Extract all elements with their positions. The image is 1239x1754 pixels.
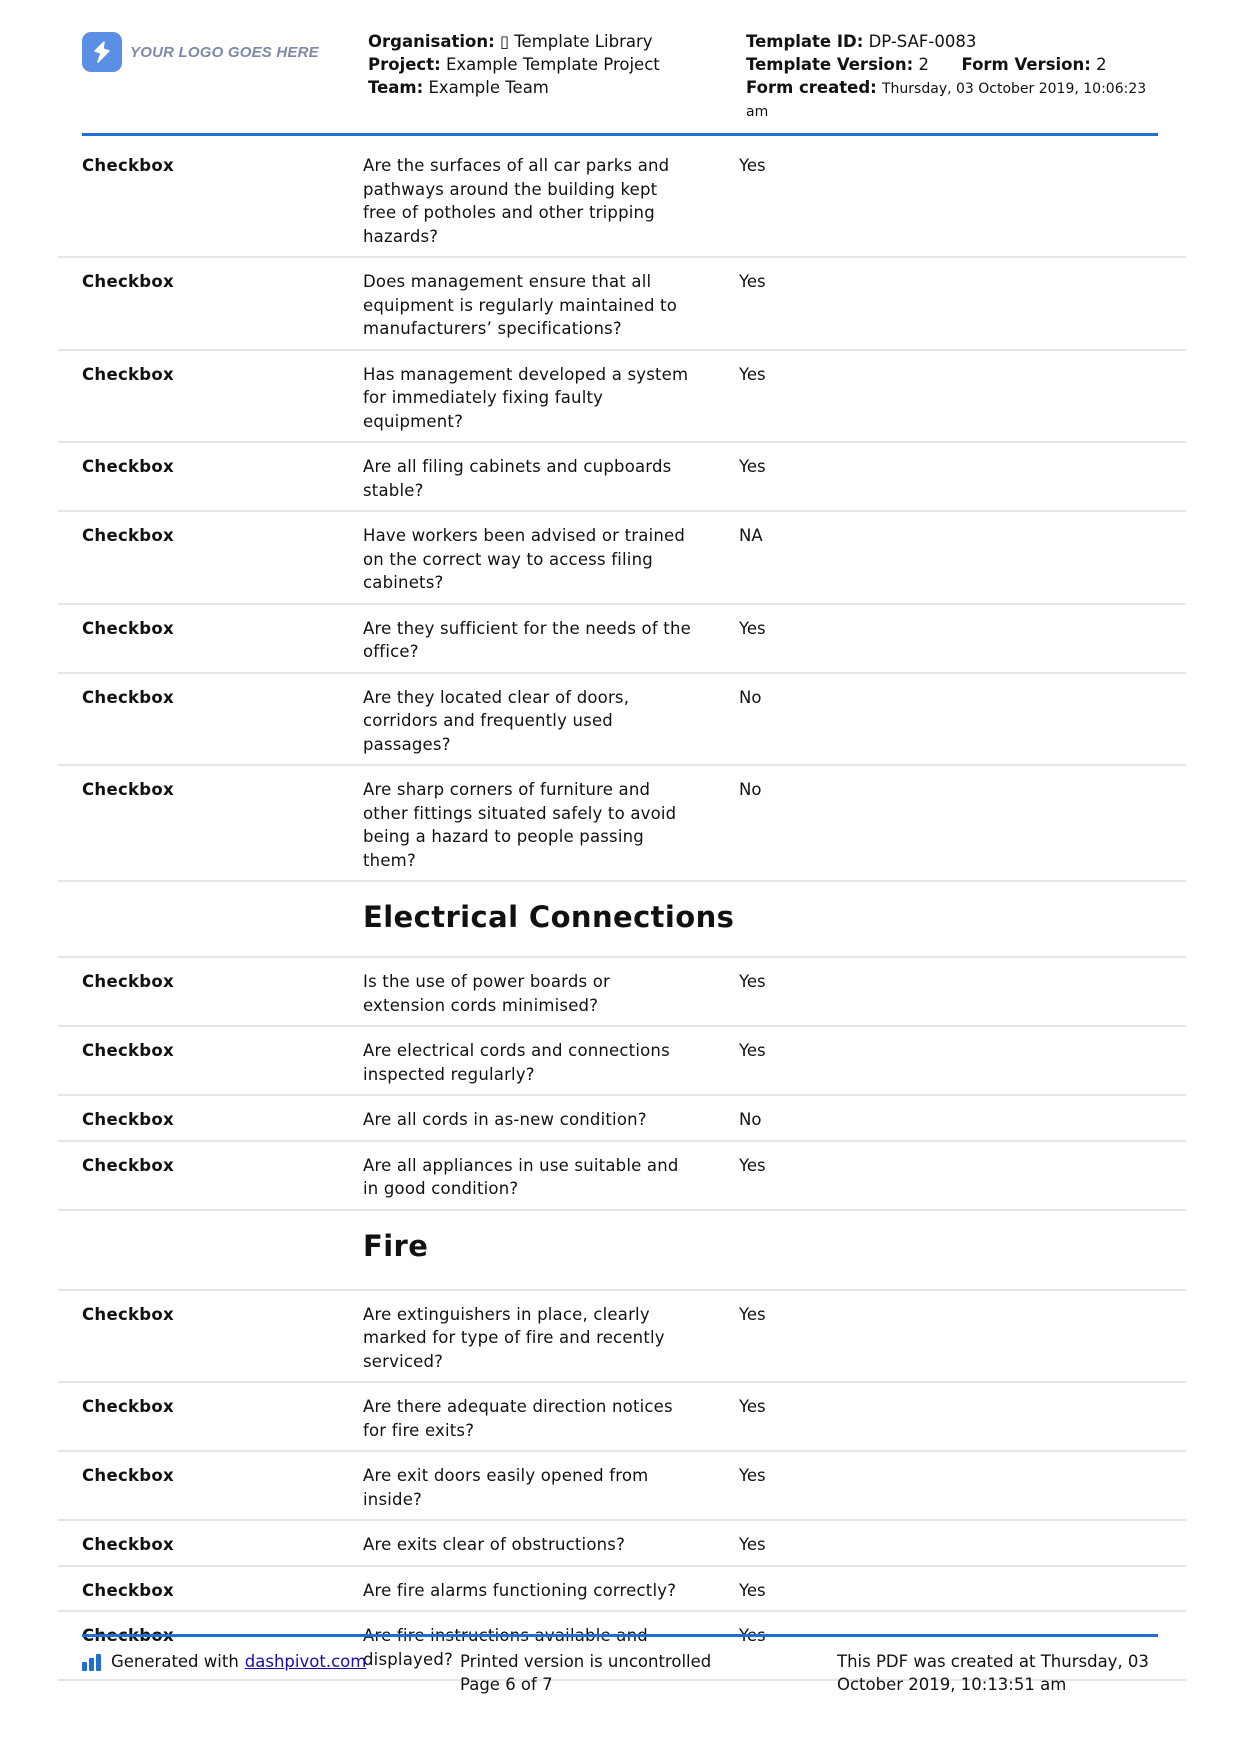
uncontrolled-text: Printed version is uncontrolled	[460, 1652, 712, 1671]
question-text: Are they located clear of doors, corridors and frequently used passages?	[363, 687, 630, 754]
dashpivot-link[interactable]: dashpivot.com	[244, 1652, 367, 1671]
project-value: Example Template Project	[445, 55, 660, 74]
field-type-label: Checkbox	[82, 1535, 174, 1554]
generated-with	[82, 1650, 366, 1673]
team-value: Example Team	[428, 78, 549, 97]
project-label: Project:	[368, 55, 441, 74]
question-text: Are they sufficient for the needs of the office?	[363, 618, 691, 661]
question-text: Have workers been advised or trained on the correct way to access filing cabinets?	[363, 526, 686, 592]
field-type-label: Checkbox	[82, 618, 174, 638]
field-type-label: Checkbox	[82, 1110, 174, 1129]
field-type-label: Checkbox	[82, 972, 174, 991]
question-text: Are there adequate direction notices for fire exits?	[363, 1397, 673, 1440]
table-row	[58, 605, 1186, 674]
question-text: Has management developed a system for immediately fixing faulty equipment?	[363, 364, 689, 431]
question-text: Are exits clear of obstructions?	[363, 1535, 626, 1554]
answer-value: NA	[739, 526, 763, 545]
question-text: Is the use of power boards or extension cords minimised?	[363, 972, 611, 1015]
form-created-label: Form created:	[746, 78, 877, 97]
question-text: Are all appliances in use suitable and in good condition?	[363, 1155, 679, 1198]
answer-value: Yes	[739, 1466, 766, 1485]
answer-value: Yes	[739, 272, 766, 291]
field-type-label: Checkbox	[82, 1041, 174, 1060]
question-text: Are all cords in as-new condition?	[363, 1110, 647, 1129]
form-created-value: Thursday, 03 October 2019, 10:06:23	[882, 81, 1147, 97]
bar-chart-icon	[82, 1653, 103, 1671]
organisation-value: ▯ Template Library	[499, 32, 653, 51]
field-type-label: Checkbox	[82, 1304, 174, 1324]
form-version-value: 2	[1096, 55, 1107, 74]
field-type-label: Checkbox	[82, 364, 174, 384]
table-row	[58, 958, 1186, 1027]
answer-value: Yes	[739, 1041, 766, 1060]
answer-value: No	[739, 687, 762, 707]
answer-value: Yes	[739, 972, 766, 991]
answer-value: Yes	[739, 1535, 766, 1554]
question-text: Are fire alarms functioning correctly?	[363, 1580, 677, 1600]
question-text: Are all filing cabinets and cupboards stable?	[363, 457, 672, 500]
form-created-suffix: am	[746, 104, 769, 120]
footer-divider	[82, 1634, 1158, 1637]
question-text: Are exit doors easily opened from inside?	[363, 1466, 649, 1509]
answer-value: Yes	[739, 1304, 766, 1324]
table-row	[58, 1452, 1186, 1521]
question-text: Are the surfaces of all car parks and pathways around the building kept free of potholes and other tripping hazards?	[363, 156, 670, 246]
section-header-electrical	[58, 882, 1186, 958]
answer-value: No	[739, 1110, 762, 1129]
table-row	[58, 766, 1186, 882]
question-text: Are extinguishers in place, clearly marked for type of fire and recently serviced?	[363, 1304, 665, 1371]
field-type-label: Checkbox	[82, 526, 174, 545]
table-row	[58, 443, 1186, 512]
logo-text: YOUR LOGO GOES HERE	[130, 43, 319, 61]
table-row	[58, 1521, 1186, 1567]
table-row	[58, 142, 1186, 258]
page-number: Page 6 of 7	[460, 1675, 553, 1694]
page-header	[82, 30, 1158, 136]
table-row	[58, 1291, 1186, 1384]
field-type-label: Checkbox	[82, 1155, 174, 1175]
logo-icon	[82, 32, 122, 72]
question-text: Are electrical cords and connections inspected regularly?	[363, 1041, 670, 1084]
team-label: Team:	[368, 78, 424, 97]
table-row	[58, 512, 1186, 605]
field-type-label: Checkbox	[82, 1580, 174, 1600]
table-row	[58, 674, 1186, 767]
answer-value: Yes	[739, 618, 766, 638]
field-type-label: Checkbox	[82, 687, 174, 707]
answer-value: No	[739, 780, 762, 799]
section-title: Electrical Connections	[363, 900, 735, 934]
table-row	[58, 351, 1186, 444]
footer-middle	[460, 1650, 711, 1696]
question-text: displayed?	[363, 1649, 453, 1669]
logo	[82, 32, 319, 72]
field-type-label: Checkbox	[82, 272, 174, 291]
template-version-label: Template Version:	[746, 55, 914, 74]
template-id-value: DP-SAF-0083	[868, 32, 977, 51]
header-divider	[82, 133, 1158, 136]
organisation-label: Organisation:	[368, 32, 495, 51]
checklist-group-fire	[58, 1291, 1186, 1682]
field-type-label: Checkbox	[82, 1397, 174, 1416]
field-type-label: Checkbox	[82, 457, 174, 476]
checklist-table	[58, 142, 1186, 1681]
answer-value: Yes	[739, 1580, 766, 1600]
checklist-group-general	[58, 142, 1186, 882]
table-row	[58, 1027, 1186, 1096]
field-type-label: Checkbox	[82, 780, 174, 799]
table-row	[58, 258, 1186, 351]
question-text: Does management ensure that all equipment is regularly maintained to manufacturers’ specifications?	[363, 272, 678, 338]
table-row	[58, 1383, 1186, 1452]
section-title: Fire	[363, 1228, 429, 1263]
question-text: Are sharp corners of furniture and other fittings situated safely to avoid being a hazard to people passing them?	[363, 780, 677, 870]
answer-value: Yes	[739, 457, 766, 476]
answer-value: Yes	[739, 1397, 766, 1416]
header-meta-left	[368, 30, 728, 99]
field-type-label: Checkbox	[82, 1466, 174, 1485]
form-version-label: Form Version:	[961, 55, 1091, 74]
table-row	[58, 1142, 1186, 1211]
answer-value: Yes	[739, 364, 766, 384]
generated-text: Generated with	[111, 1652, 239, 1671]
table-row	[58, 1567, 1186, 1613]
section-header-fire	[58, 1211, 1186, 1291]
pdf-created-text: This PDF was created at Thursday, 03 October 2019, 10:13:51 am	[837, 1652, 1149, 1694]
field-type-label: Checkbox	[82, 156, 174, 175]
answer-value: Yes	[739, 1155, 766, 1175]
header-meta-right	[746, 30, 1166, 124]
template-id-label: Template ID:	[746, 32, 864, 51]
template-version-value: 2	[918, 55, 929, 74]
table-row	[58, 1096, 1186, 1142]
checklist-group-electrical	[58, 958, 1186, 1211]
answer-value: Yes	[739, 156, 766, 175]
